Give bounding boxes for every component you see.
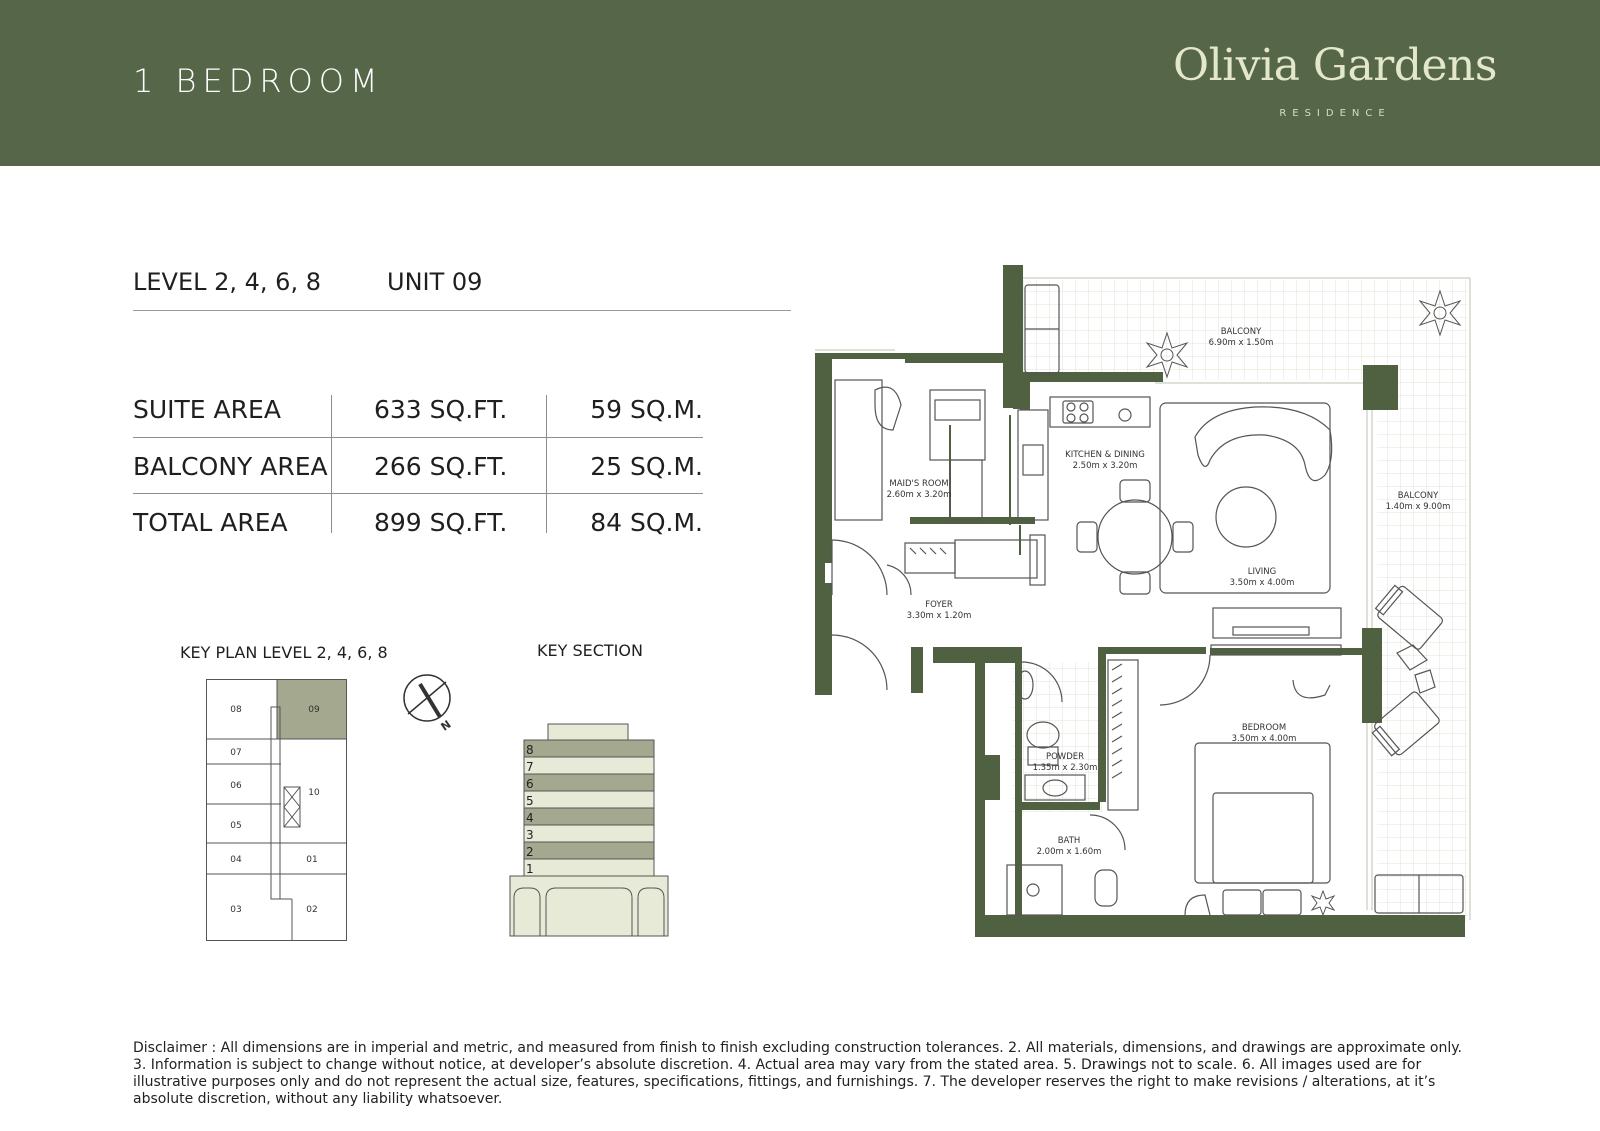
area-sqm: 25 SQ.M. (590, 452, 703, 481)
area-row-balcony (133, 452, 703, 508)
north-compass-icon (400, 672, 456, 734)
area-sqft: 899 SQ.FT. (374, 508, 508, 537)
page-title: 1 BEDROOM (133, 62, 384, 100)
room-dims-balcony-right: 1.40m x 9.00m (1385, 502, 1451, 512)
levels-label: LEVEL 2, 4, 6, 8 (133, 268, 321, 296)
room-name-foyer: FOYER (925, 600, 953, 610)
floor-label: 5 (526, 794, 534, 808)
room-name-bath: BATH (1057, 836, 1081, 846)
floor-label: 3 (526, 828, 534, 842)
room-dims-powder: 1.35m x 2.30m (1032, 763, 1098, 773)
room-dims-kitchen: 2.50m x 3.20m (1072, 461, 1138, 471)
area-name: SUITE AREA (133, 395, 281, 424)
key-plan-unit-label: 01 (306, 855, 318, 865)
room-name-bedroom: BEDROOM (1241, 723, 1287, 733)
room-dims-living: 3.50m x 4.00m (1229, 578, 1295, 588)
key-plan-unit-label: 07 (230, 748, 242, 758)
area-row-suite (133, 395, 703, 451)
key-plan-unit-label: 09 (308, 705, 320, 715)
floor-label: 7 (526, 760, 534, 774)
area-sqm: 59 SQ.M. (590, 395, 703, 424)
balcony-right-floor (1377, 380, 1467, 922)
room-name-balcony-top: BALCONY (1220, 327, 1262, 337)
key-plan-diagram (206, 679, 348, 941)
key-plan-unit-label: 06 (230, 781, 242, 791)
brand-logo-name: Olivia Gardens (1173, 40, 1497, 91)
floor-label: 1 (526, 862, 534, 876)
room-dims-bath: 2.00m x 1.60m (1036, 847, 1102, 857)
floor-label: 4 (526, 811, 534, 825)
room-name-balcony-right: BALCONY (1397, 491, 1439, 501)
north-label: N (438, 717, 454, 734)
room-dims-maids-room: 2.60m x 3.20m (886, 490, 952, 500)
area-sqft: 633 SQ.FT. (374, 395, 508, 424)
brand-logo-subtitle: RESIDENCE (1279, 108, 1391, 119)
key-plan-unit-label: 04 (230, 855, 242, 865)
room-dims-bedroom: 3.50m x 4.00m (1231, 734, 1297, 744)
room-name-living: LIVING (1247, 567, 1277, 577)
area-row-total (133, 508, 703, 564)
room-name-maids-room: MAID'S ROOM (889, 479, 949, 489)
room-name-powder: POWDER (1045, 752, 1085, 762)
key-plan-unit-label: 02 (306, 905, 318, 915)
key-section-title: KEY SECTION (537, 641, 643, 660)
key-plan-unit-label: 05 (230, 821, 242, 831)
disclaimer-text: Disclaimer : All dimensions are in imperial and metric, and measured from finish to finish excluding construction tolerances. 2. All materials, dimensions, and drawings are approximate only. 3. Information is subject to change without notice, at developer’s absolute discretion. 4. Actual area may vary from the stated area. 5. Drawings not to scale. 6. All images used are for illustrative purposes only and do not represent the actual size, features, specifications, fittings, and furnishings. 7. The developer reserves the right to make revisions / alterations, at it’s absolute discretion, without any liability whatsoever. (133, 1040, 1462, 1107)
floor-label: 2 (526, 845, 534, 859)
divider-line (133, 310, 791, 311)
key-section-diagram (508, 722, 670, 938)
table-row-divider (133, 493, 703, 494)
area-sqm: 84 SQ.M. (590, 508, 703, 537)
room-dims-balcony-top: 6.90m x 1.50m (1208, 338, 1274, 348)
header-bar (0, 0, 1600, 166)
room-dims-foyer: 3.30m x 1.20m (906, 611, 972, 621)
key-plan-unit-label: 08 (230, 705, 242, 715)
key-plan-unit-label: 03 (230, 905, 242, 915)
floor-label: 6 (526, 777, 534, 791)
area-name: BALCONY AREA (133, 452, 328, 481)
area-name: TOTAL AREA (133, 508, 288, 537)
key-plan-unit-label: 10 (308, 788, 320, 798)
key-plan-title: KEY PLAN LEVEL 2, 4, 6, 8 (180, 643, 388, 662)
room-name-kitchen: KITCHEN & DINING (1065, 450, 1145, 460)
area-sqft: 266 SQ.FT. (374, 452, 508, 481)
table-row-divider (133, 437, 703, 438)
floor-label: 8 (526, 743, 534, 757)
floor-plan-diagram (815, 265, 1475, 937)
unit-label: UNIT 09 (387, 268, 483, 296)
